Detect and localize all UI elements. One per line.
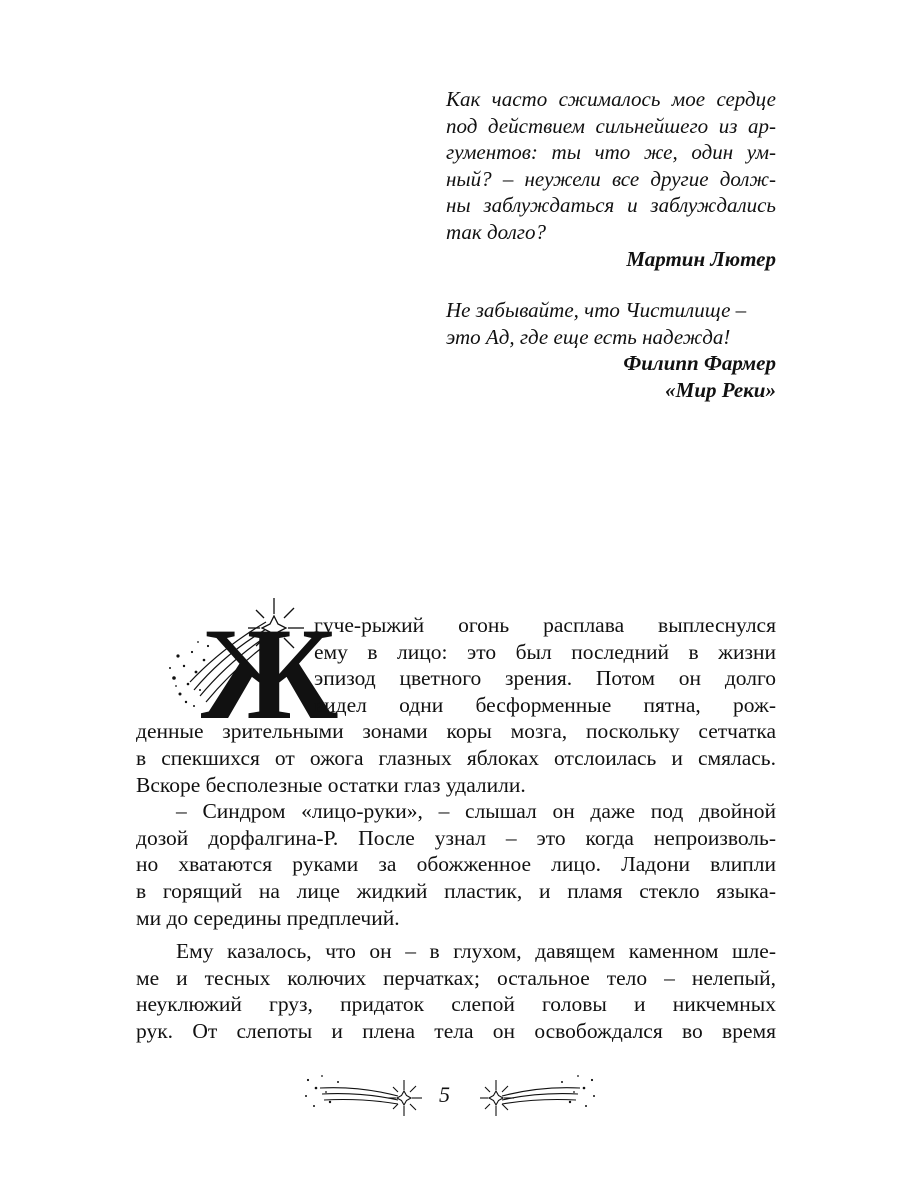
text-line: ми до середины предплечий. <box>136 905 400 930</box>
text-line: рук. От слепоты и плена тела он освобождался во время <box>136 1018 776 1043</box>
left-star-ornament-icon <box>300 1062 430 1132</box>
epigraph-line: Как часто сжималось мое сердце <box>446 87 776 111</box>
text-line: гуче-рыжий огонь расплава выплеснулся <box>314 613 776 637</box>
epigraph-line: ны заблуждаться и заблуждались <box>446 193 776 217</box>
epigraph-source: «Мир Реки» <box>665 377 776 402</box>
epigraph-line: Не забывайте, что Чистилище – <box>446 298 747 322</box>
drop-cap-letter: Ж <box>200 600 338 747</box>
text-line: неуклюжий груз, придаток слепой головы и никчемных <box>136 992 776 1017</box>
text-line: Ему казалось, что он – в глухом, давящем каменном шле- <box>176 939 776 964</box>
text-line: Вскоре бесполезные остатки глаз удалили. <box>136 772 526 797</box>
epigraph-line: под действием сильнейшего из ар- <box>446 113 776 138</box>
right-star-ornament-icon <box>470 1062 600 1132</box>
epigraph-luther <box>446 86 776 273</box>
page-number: 5 <box>439 1082 450 1107</box>
text-line: но хватаются руками за обожженное лицо. Ладони влипли <box>136 852 776 877</box>
text-line: ему в лицо: это был последний в жизни <box>314 639 776 664</box>
epigraph-farmer <box>446 297 776 403</box>
text-line: ме и тесных колючих перчатках; остальное тело – нелепый, <box>136 965 776 990</box>
text-line: в горящий на лице жидкий пластик, и пламя стекло языка- <box>136 878 776 903</box>
text-line: эпизод цветного зрения. Потом он долго <box>314 666 776 691</box>
text-line: видел одни бесформенные пятна, рож- <box>314 692 776 717</box>
epigraph-line: ный? – неужели все другие долж- <box>446 166 776 191</box>
text-line: денные зрительными зонами коры мозга, поскольку сетчатка <box>136 719 776 744</box>
page-footer <box>300 1062 600 1132</box>
text-line: в спекшихся от ожога глазных яблоках отслоилась и смялась. <box>136 745 776 770</box>
body-text <box>136 612 776 1045</box>
epigraph-line: так долго? <box>446 219 546 244</box>
epigraph-author: Мартин Лютер <box>626 247 776 271</box>
text-line: дозой дорфалгина-Р. После узнал – это когда непроизволь- <box>136 825 776 850</box>
epigraph-line: это Ад, где еще есть надежда! <box>446 324 731 349</box>
text-line: – Синдром «лицо-руки», – слышал он даже под двойной <box>176 799 776 824</box>
epigraph-line: гументов: ты что же, один ум- <box>446 140 776 164</box>
epigraph-author: Филипп Фармер <box>623 351 776 375</box>
